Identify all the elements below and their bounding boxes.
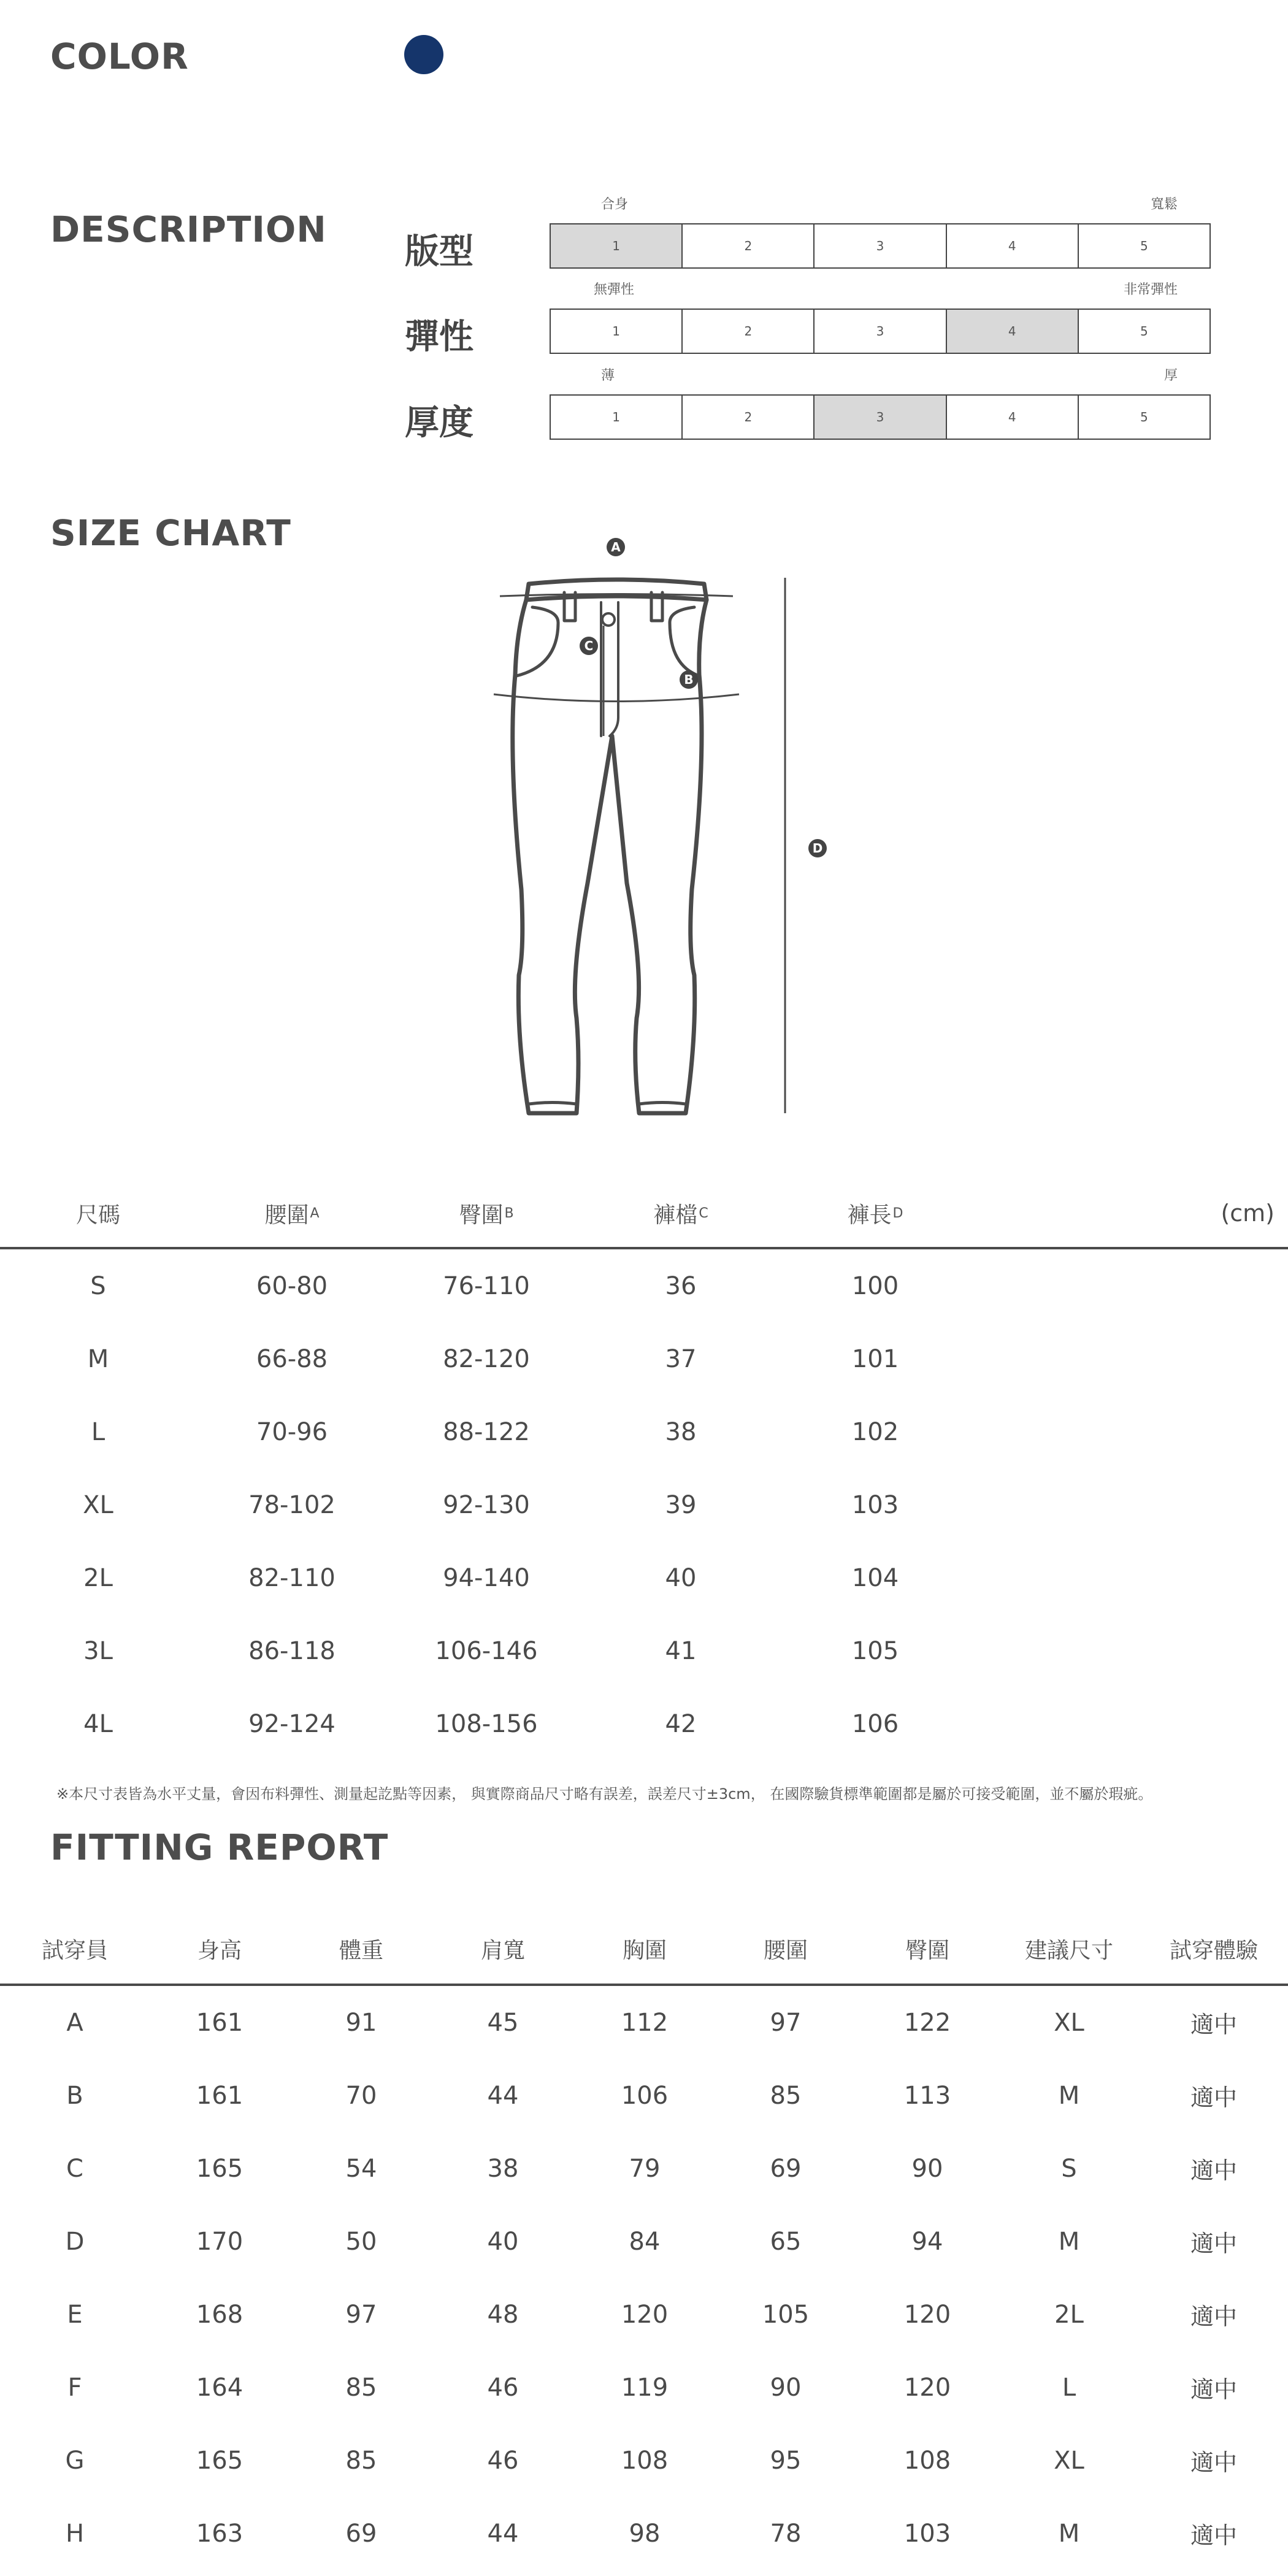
- scale-box: [550, 223, 1211, 269]
- table-cell: 94: [911, 2227, 943, 2256]
- fitting-header-cell: 臀圍: [905, 1938, 950, 1963]
- table-cell: 104: [851, 1563, 899, 1592]
- table-cell: D: [65, 2227, 85, 2256]
- size-table-body: [0, 1249, 1288, 1760]
- table-cell: 2L: [83, 1563, 113, 1592]
- table-cell: 163: [196, 2519, 243, 2548]
- scale-option: 1: [551, 310, 683, 353]
- table-cell: 66-88: [256, 1344, 328, 1373]
- table-cell: 4L: [83, 1709, 113, 1738]
- table-cell: L: [1062, 2373, 1076, 2402]
- scale-low-label: 無彈性: [594, 282, 635, 297]
- fitting-header-cell: 體重: [339, 1938, 384, 1963]
- table-cell: 適中: [1190, 2084, 1238, 2111]
- scale-option: 5: [1140, 324, 1148, 339]
- color-swatch[interactable]: [404, 35, 443, 74]
- table-cell: 48: [487, 2300, 519, 2329]
- table-cell: M: [1058, 2519, 1080, 2548]
- scale-box: [550, 309, 1211, 354]
- table-cell: 50: [345, 2227, 377, 2256]
- scale-label: 彈性: [405, 317, 473, 357]
- size-table: [0, 1179, 1288, 1760]
- marker-b: [680, 670, 698, 689]
- scale-option: 1: [551, 396, 683, 439]
- size-header-label: 褲檔: [653, 1202, 698, 1228]
- table-cell: 112: [621, 2008, 669, 2037]
- fitting-table-body: [0, 1986, 1288, 2570]
- table-cell: 適中: [1190, 2376, 1238, 2403]
- table-cell: 165: [196, 2154, 243, 2183]
- table-cell: 98: [629, 2519, 661, 2548]
- description-heading: DESCRIPTION: [50, 209, 327, 250]
- scale-option: 2: [683, 310, 815, 353]
- scale-label: 版型: [405, 232, 473, 272]
- table-cell: 37: [665, 1344, 697, 1373]
- table-cell: 2L: [1054, 2300, 1084, 2329]
- table-cell: 76-110: [443, 1271, 530, 1300]
- table-cell: 54: [345, 2154, 377, 2183]
- table-cell: 適中: [1190, 2449, 1238, 2476]
- scale-option: 4: [947, 396, 1079, 439]
- fitting-table: [0, 1914, 1288, 2570]
- table-row: [0, 1541, 1288, 1614]
- table-row: [0, 1322, 1288, 1395]
- size-table-header: [0, 1179, 1288, 1249]
- table-cell: 100: [851, 1271, 899, 1300]
- scale-option: 4: [947, 310, 1079, 353]
- fitting-header-cell: 胸圍: [622, 1938, 667, 1963]
- table-cell: 106: [851, 1709, 899, 1738]
- table-cell: 103: [903, 2519, 951, 2548]
- table-cell: 38: [487, 2154, 519, 2183]
- table-cell: G: [65, 2446, 85, 2475]
- table-cell: 42: [665, 1709, 697, 1738]
- table-row: [0, 1395, 1288, 1468]
- table-cell: 102: [851, 1417, 899, 1446]
- table-cell: 88-122: [443, 1417, 530, 1446]
- table-row: [0, 2059, 1288, 2132]
- table-cell: 108: [621, 2446, 669, 2475]
- size-header-sup: D: [892, 1205, 903, 1221]
- table-cell: 46: [487, 2373, 519, 2402]
- fitting-header-cell: 試穿員: [41, 1938, 109, 1963]
- table-cell: 95: [770, 2446, 802, 2475]
- table-cell: 161: [196, 2008, 243, 2037]
- table-cell: 101: [851, 1344, 899, 1373]
- table-cell: H: [65, 2519, 85, 2548]
- scale-option: 3: [815, 396, 946, 439]
- scale-high-label: 厚: [1163, 368, 1178, 383]
- table-cell: 165: [196, 2446, 243, 2475]
- fitting-header-cell: 試穿體驗: [1169, 1938, 1259, 1963]
- table-cell: 適中: [1190, 2157, 1238, 2184]
- scale-box: [550, 394, 1211, 440]
- size-header-cell: [459, 1179, 513, 1247]
- table-cell: 106: [621, 2081, 669, 2110]
- scale-option: 5: [1140, 239, 1148, 253]
- table-cell: 39: [665, 1490, 697, 1519]
- size-header-label: 腰圍: [264, 1202, 309, 1228]
- pants-illustration: [478, 534, 846, 1122]
- color-heading: COLOR: [50, 36, 189, 77]
- scale-low-label: 薄: [601, 368, 615, 383]
- table-cell: 168: [196, 2300, 243, 2329]
- table-cell: 122: [903, 2008, 951, 2037]
- table-cell: 113: [903, 2081, 951, 2110]
- table-cell: 82-110: [248, 1563, 335, 1592]
- table-cell: 60-80: [256, 1271, 328, 1300]
- table-cell: 108: [903, 2446, 951, 2475]
- svg-text:D: D: [812, 841, 823, 856]
- table-cell: 92-130: [443, 1490, 530, 1519]
- table-cell: 120: [903, 2373, 951, 2402]
- table-cell: F: [67, 2373, 82, 2402]
- table-cell: 105: [762, 2300, 810, 2329]
- table-row: [0, 2351, 1288, 2424]
- scale-option: 3: [815, 310, 946, 353]
- table-cell: 70: [345, 2081, 377, 2110]
- table-row: [0, 1468, 1288, 1541]
- table-cell: 40: [487, 2227, 519, 2256]
- table-cell: XL: [1054, 2008, 1084, 2037]
- marker-a: [607, 538, 625, 556]
- table-cell: A: [66, 2008, 83, 2037]
- table-cell: 106-146: [435, 1636, 538, 1665]
- table-cell: B: [66, 2081, 83, 2110]
- table-cell: 70-96: [256, 1417, 328, 1446]
- table-row: [0, 1687, 1288, 1760]
- table-cell: 45: [487, 2008, 519, 2037]
- table-cell: 69: [345, 2519, 377, 2548]
- table-cell: 170: [196, 2227, 243, 2256]
- table-cell: 97: [770, 2008, 802, 2037]
- table-cell: 44: [487, 2519, 519, 2548]
- svg-text:C: C: [584, 638, 594, 653]
- fitting-report-heading: FITTING REPORT: [50, 1827, 389, 1868]
- table-cell: 164: [196, 2373, 243, 2402]
- marker-c: [580, 637, 598, 655]
- fitting-header-cell: 腰圍: [763, 1938, 808, 1963]
- table-cell: 86-118: [248, 1636, 335, 1665]
- size-note: ※本尺寸表皆為水平丈量，會因布料彈性、測量起訖點等因素， 與實際商品尺寸略有誤差，誤差尺寸±3cm， 在國際驗貨標準範圍都是屬於可接受範圍，並不屬於瑕疵。: [56, 1785, 1153, 1803]
- table-cell: 103: [851, 1490, 899, 1519]
- table-cell: 161: [196, 2081, 243, 2110]
- table-row: [0, 1614, 1288, 1687]
- table-cell: C: [66, 2154, 83, 2183]
- table-cell: 94-140: [443, 1563, 530, 1592]
- table-cell: S: [1061, 2154, 1077, 2183]
- scale-option: 1: [551, 224, 683, 267]
- size-header-cell: [76, 1179, 120, 1247]
- table-cell: 84: [629, 2227, 661, 2256]
- table-cell: S: [90, 1271, 106, 1300]
- scale-option: 3: [815, 224, 946, 267]
- size-header-label: 臀圍: [459, 1202, 504, 1228]
- pants-diagram: [478, 534, 846, 1122]
- table-row: [0, 2132, 1288, 2205]
- table-cell: M: [1058, 2081, 1080, 2110]
- fitting-table-header: [0, 1914, 1288, 1986]
- svg-text:B: B: [684, 672, 694, 687]
- scale-option: 2: [683, 396, 815, 439]
- table-cell: 38: [665, 1417, 697, 1446]
- table-cell: 92-124: [248, 1709, 335, 1738]
- table-cell: 91: [345, 2008, 377, 2037]
- table-cell: XL: [83, 1490, 113, 1519]
- table-cell: 85: [345, 2446, 377, 2475]
- size-header-sup: B: [504, 1205, 514, 1221]
- table-cell: M: [87, 1344, 109, 1373]
- table-cell: 69: [770, 2154, 802, 2183]
- table-cell: 97: [345, 2300, 377, 2329]
- size-header-cell: [848, 1179, 903, 1247]
- size-header-sup: A: [310, 1205, 320, 1221]
- unit-label: (cm): [1221, 1200, 1275, 1227]
- table-cell: 46: [487, 2446, 519, 2475]
- table-cell: 82-120: [443, 1344, 530, 1373]
- table-cell: XL: [1054, 2446, 1084, 2475]
- table-cell: 適中: [1190, 2522, 1238, 2549]
- table-cell: 41: [665, 1636, 697, 1665]
- scale-high-label: 非常彈性: [1123, 282, 1178, 297]
- size-header-sup: C: [699, 1205, 708, 1221]
- marker-d: [808, 839, 827, 857]
- scale-option: 5: [1140, 410, 1148, 424]
- table-cell: 適中: [1190, 2011, 1238, 2038]
- scale-option: 2: [683, 224, 815, 267]
- table-cell: 44: [487, 2081, 519, 2110]
- table-row: [0, 2424, 1288, 2497]
- size-header-cell: [653, 1179, 708, 1247]
- table-cell: 85: [345, 2373, 377, 2402]
- size-header-label: 尺碼: [75, 1202, 121, 1228]
- table-cell: 120: [903, 2300, 951, 2329]
- table-cell: 36: [665, 1271, 697, 1300]
- size-chart-heading: SIZE CHART: [50, 512, 291, 554]
- table-row: [0, 2497, 1288, 2570]
- table-cell: 65: [770, 2227, 802, 2256]
- table-cell: 90: [770, 2373, 802, 2402]
- table-row: [0, 2205, 1288, 2278]
- table-cell: 79: [629, 2154, 661, 2183]
- table-cell: 119: [621, 2373, 669, 2402]
- table-row: [0, 1986, 1288, 2059]
- table-cell: M: [1058, 2227, 1080, 2256]
- scale-high-label: 寬鬆: [1150, 197, 1178, 212]
- table-row: [0, 2278, 1288, 2351]
- size-header-cell: [264, 1179, 319, 1247]
- scale-low-label: 合身: [601, 197, 629, 212]
- table-cell: 108-156: [435, 1709, 538, 1738]
- table-cell: 85: [770, 2081, 802, 2110]
- svg-text:A: A: [611, 540, 621, 554]
- table-cell: 40: [665, 1563, 697, 1592]
- scale-option: 4: [947, 224, 1079, 267]
- table-cell: L: [91, 1417, 105, 1446]
- table-cell: 120: [621, 2300, 669, 2329]
- fitting-header-cell: 建議尺寸: [1024, 1938, 1114, 1963]
- table-cell: 適中: [1190, 2230, 1238, 2257]
- table-cell: E: [67, 2300, 83, 2329]
- scale-label: 厚度: [405, 403, 473, 443]
- table-cell: 90: [911, 2154, 943, 2183]
- table-cell: 105: [851, 1636, 899, 1665]
- fitting-header-cell: 身高: [197, 1938, 242, 1963]
- table-cell: 適中: [1190, 2303, 1238, 2330]
- table-cell: 3L: [83, 1636, 113, 1665]
- size-header-label: 褲長: [847, 1202, 892, 1228]
- table-row: [0, 1249, 1288, 1322]
- fitting-header-cell: 肩寬: [480, 1938, 526, 1963]
- table-cell: 78: [770, 2519, 802, 2548]
- table-cell: 78-102: [248, 1490, 335, 1519]
